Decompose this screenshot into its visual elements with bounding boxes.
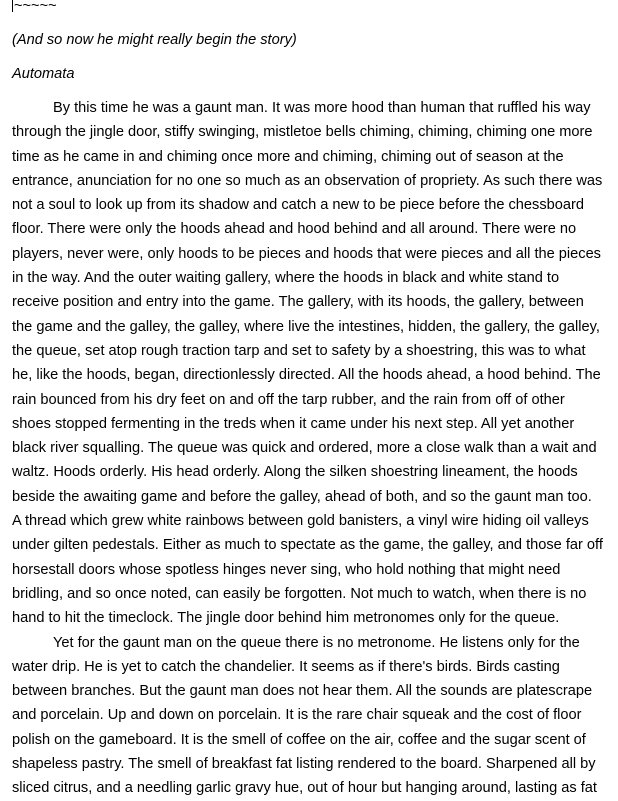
intro-line: (And so now he might really begin the story) <box>12 32 297 48</box>
body-paragraph-2: Yet for the gaunt man on the queue there is no metronome. He listens only for the water drip. He is yet to catch the chandelier. It seems as if there's birds. Birds casting between branches. But the gaunt man does not hear them. All the sounds are platescrape and porcelain. Up and down on porcelain. It is the rare chair squeak and the cost of floor polish on the gameboard. It is the smell of coffee on the air, coffee and the sugar scent of shapeless pastry. The smell of breakfast fat listing rendered to the board. Sharpened all by sliced citrus, and a needling garlic gravy hue, out of hour but hanging around, lasting as fat <box>12 634 597 797</box>
section-title: Automata <box>12 66 75 82</box>
document-page <box>12 0 604 801</box>
body-paragraph-1: By this time he was a gaunt man. It was more hood than human that ruffled his way through the jingle door, stiffy swinging, mistletoe bells chiming, chiming, chiming one more time as he came in and chiming once more and chiming, chiming out of season at the entrance, anunciation for no one so much as an observation of propriety. As such there was not a soul to look up from its shadow and catch a new to be piece before the chessboard floor. There were only the hoods ahead and hood behind and all around. There were no players, never were, only hoods to be pieces and hoods that were pieces and all the pieces in the way. And the outer waiting gallery, where the hoods in black and white stand to receive position and entry into the game. The gallery, with its hoods, the gallery, between the game and the galley, the galley, where live the intestines, hidden, the gallery, the galley, the queue, set atop rough traction tarp and set to safety by a shoestring, this was to what he, like the hoods, began, directionlessly directed. All the hoods ahead, a hood behind. The rain bounced from his dry feet on and off the tarp rubber, and the rain from off of other shoes stopped fermenting in the treds when it came under his next step. All yet another black river squalling. The queue was quick and ordered, more a close walk than a wait and waltz. Hoods orderly. His head orderly. Along the silken shoestring lineament, the hoods beside the awaiting game and before the galley, ahead of both, and so the gaunt man too. A thread which grew white rainbows between gold banisters, a vinyl wire hiding oil valleys under gilten pedestals. Either as much to spectate as the game, the galley, and those far off horsestall doors whose spotless hinges never sing, who hold nothing that might need bridling, and so once noted, can easily be forgotten. Not much to watch, when there is no hand to hit the timeclock. The jingle door behind him metronomes only for the queue. <box>12 100 603 627</box>
separator-line[interactable] <box>12 0 604 18</box>
text-cursor <box>12 0 13 12</box>
separator-text: ~~~~~ <box>14 0 57 14</box>
